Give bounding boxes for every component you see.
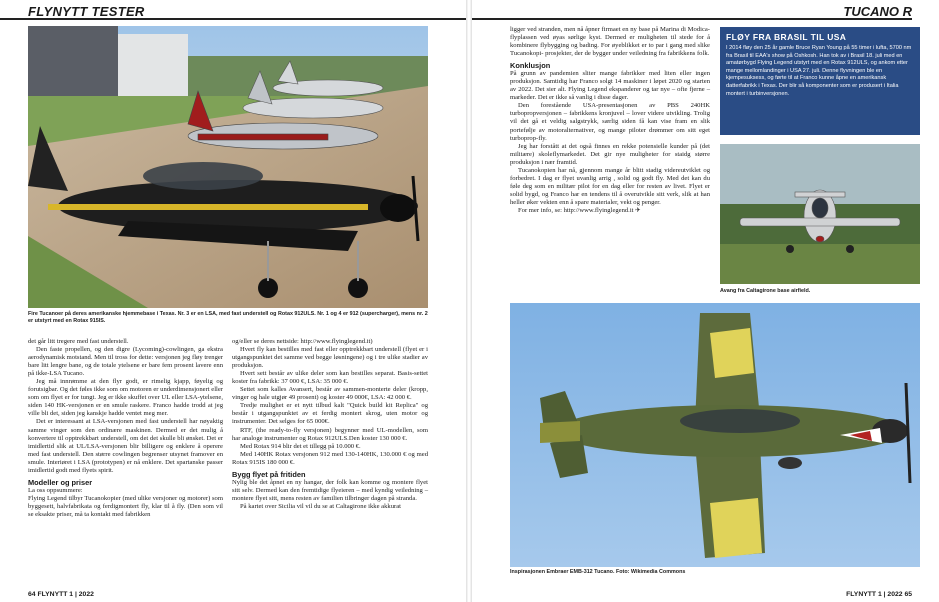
paragraph: Jeg må innrømme at den flyr godt, er rimelig kjapp, føyelig og forutsigbar. Og det føles ikke som om motoren er underdimensjonert eller som om flyet er for tungt. Jeg er ikke skuffet over UL eller LSA-ytelsene, siden 140 HK-versjonen er en smule raskere. Franco hadde trodd at jeg ville bli det, siden jeg kanskje hadde ventet meg mer. (28, 378, 223, 418)
sidebar-text: I 2014 fløy den 25 år gamle Bruce Ryan Young på 55 timer i lufta, 5700 nm fra Brasil til EAA's show på Oshkosh. Han tok av i Brasil 18. juli med en amatørbygd Flying Legend utstyrt med en Rotax 912ULS, og ankom etter mange mellomlandinger i USA 27. juli. Denne flyvningen ble en kjempesuksess, og førte til at Franco kunne åpne en amerikansk datterfabrikk i Texas. Der blir så komponenter som er produsert i Italia montert i turbinversjonen. (726, 45, 912, 97)
subheading: Konklusjon (510, 61, 551, 71)
subheading: Modeller og priser (28, 477, 93, 487)
plane-icon: ✈ (635, 206, 641, 214)
paragraph: På kartet over Sicilia vil vil du se at Caltagirone ikke akkurat (240, 502, 401, 510)
paragraph: Tucanokopien har nå, gjennom mange år blitt stadig videreutviklet og forbedret. I dag er flyet uvanlig arrig , solid og godt fly. Med det kan du føle deg som en militær pilot for en dag eller for resten av livet. Flyet er solid bygd, og Franco har en tendens til å overutvikle sitt verk, slik at han heller øker vekten enn å spare materialer, vekt og penger. (510, 166, 710, 206)
paragraph: Jeg har forstått at det også finnes en rekke potensielle kunder på (det militære) skoleflymarkedet. Det gir nye muligheter for staidg større produksjon i nær framtid. (510, 142, 710, 166)
paragraph: La oss oppsummere: (28, 486, 83, 494)
paragraph: På grunn av pandemien sliter mange fabrikker med liten eller ingen produksjon. Samtidig har Franco solgt 14 maskiner i løpet 2020 og starten av 2022. Det sier alt. Flying Legend ekspanderer og tar nye – ofte fjerne – markeder. Det er ikke så vanlig i disse dager. (510, 70, 710, 102)
paragraph: ligger ved stranden, men nå åpner firmaet en ny base på Marina di Modica-flyplassen ved øyas sørlige kyst. Dermed er muligheten til stede for å kombinere flybygging og bading. For øyeblikket er to par i gang med slike Tucanokopi- prosjekter, der de bygger under veiledning fra fabrikkens folk. (510, 26, 710, 58)
paragraph: RTF, (the ready-to-fly versjonen) begynner med UL-modellen, som har analoge instrumenter og Rotax 912ULS.Den koster 130 000 €. (232, 426, 428, 442)
sidebar-title: FLØY FRA BRASIL TIL USA (726, 32, 847, 42)
paragraph: Den faste propellen, og den digre (Lycoming)-cowlingen, ga ekstra aerodynamisk motstand. Men til tross for dette: versjonen jeg fløy trenger bare litt lengre bane, og de totale ytelsene er bare fem prosent lavere enn på ikke-LSA Tucano. (28, 346, 223, 378)
info-sidebar (720, 27, 920, 135)
paragraph: og/eller se deres nettside: http://www.flyinglegend.it) (232, 338, 373, 345)
lineup-photo-caption: Fire Tucanoer på deres amerikanske hjemmebase i Texas. Nr. 3 er en LSA, med fast understell og Rotax 912ULS. Nr. 1 og 4 er 912 (supercharger), mens nr. 2 er utstyrt med en Rotax 915IS. (28, 311, 428, 324)
left-column-2 (232, 338, 428, 511)
paragraph: Det er interessant at LSA-versjonen med fast understell har nøyaktig samme vinger som den ordinære maskinen. Dermed er det mulig å konvertere til opptrekkbart understell, om det det skulle bli ønsket. Det er imidlertid slik at UL/LSA-versjonen blir billigere og enklere å operere med fast understell. Den større cowlingen begrenser utsynet framover en smule. Interiøret i LSA (prototypen) er nå enklere. Det spartanske passer imidlertid godt med flyets spirit. (28, 418, 223, 474)
paragraph: Settet som kalles Avansert, består av sammen-monterte deler (kropp, vinger og hale utgjør 49 prosent) og koster 49 000€, LSA: 42 000 €. (232, 386, 428, 402)
right-page-footer: FLYNYTT 1 | 2022 65 (846, 591, 912, 598)
section-title: FLYNYTT TESTER (28, 4, 145, 19)
paragraph: Hvert fly kan bestilles med fast eller opptrekkbart understell (flyet er i utgangspunktet det samme ved begge løsningene) og i tre ulike stadier av produksjon. (232, 346, 428, 370)
info-link-text: For mer info, se: http://www.flyinglegend.it (518, 206, 634, 214)
right-column (510, 26, 710, 215)
embraer-photo (510, 303, 920, 567)
takeoff-illustration (720, 144, 920, 284)
paragraph: Nylig ble det åpnet en ny hangar, der folk kan komme og montere flyet sitt selv. Dermed kan den fremtidige flyeieren – med kyndig veiledning – montere flyet sitt, mens resten av familien tilbringer dagen på stranda. (232, 478, 428, 502)
paragraph (510, 207, 710, 215)
paragraph: Flying Legend tilbyr Tucanokopier (med ulike versjoner og motorer) som byggesett, halvfabrikata og ferdigmontert fly, klar til å fly. (Den som vil se eksakte priser, må ta kontakt med fabrikken (28, 494, 223, 518)
right-header (472, 2, 912, 20)
right-page (472, 0, 939, 602)
left-header (0, 2, 466, 20)
takeoff-photo (720, 144, 920, 284)
paragraph: Hvert sett består av ulike deler som kan bestilles separat. Basis-settet koster fra fabrikk: 37 000 €, LSA: 35 000 €. (232, 370, 428, 386)
section-title: TUCANO R (843, 4, 912, 19)
paragraph: Med Rotax 914 blir det et tillegg på 10.000 €. (240, 442, 361, 450)
tucano-lineup-illustration (28, 26, 428, 308)
left-page-footer: 64 FLYNYTT 1 | 2022 (28, 591, 94, 598)
left-column-1 (28, 338, 223, 519)
embraer-photo-caption: Inspirasjonen Embraer EMB-312 Tucano. Foto: Wikimedia Commons (510, 569, 686, 575)
paragraph: Den forestående USA-presentasjonen av PBS 240HK turbopropversjonen – fabrikkens kronjuvel – lover videre utvikling. Trolig vil det gå et veldig salgstrykk, særlig siden få kan vise fram en slik portefølje av motoralternativer, og mange piloter drømmer om sitt eget turboprop-fly. (510, 102, 710, 142)
paragraph: Med 140HK Rotax versjonen 912 med 130-140HK, 130.000 € og med Rotax 915IS 180 000 €. (232, 450, 428, 466)
left-page (0, 0, 466, 602)
paragraph: Tredje mulighet er et nytt tilbud kalt "Quick build kit Replica" og består i utgangspunktet av et ferdig montert skrog, uten motor og instrumenter. Det selges for 65 000€. (232, 402, 428, 426)
takeoff-photo-caption: Avang fra Caltagirone base airfield. (720, 288, 811, 294)
paragraph: det går litt tregere med fast understell. (28, 338, 129, 345)
tucano-lineup-photo (28, 26, 428, 308)
embraer-illustration (510, 303, 920, 567)
subheading: Bygg flyet på fritiden (232, 469, 306, 479)
